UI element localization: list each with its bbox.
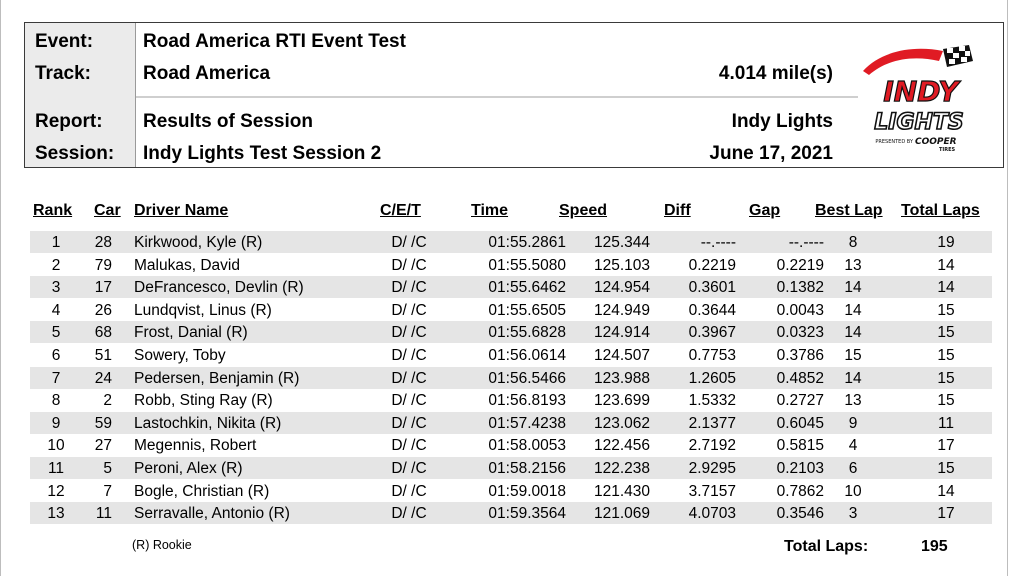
cell-time: 01:59.0018 [488, 482, 566, 500]
cell-time: 01:55.6828 [488, 324, 566, 342]
cell-rank: 5 [51, 324, 61, 342]
cell-driver: Pedersen, Benjamin (R) [134, 369, 300, 387]
cell-cet: D/ /C [391, 234, 427, 251]
cell-rank: 4 [51, 301, 61, 319]
table-row [30, 457, 992, 479]
cell-speed: 122.456 [593, 437, 650, 455]
cell-laps: 15 [937, 392, 955, 410]
cell-car: 26 [94, 301, 112, 319]
cell-rank: 3 [51, 279, 61, 297]
cell-driver: Lastochkin, Nikita (R) [134, 414, 282, 432]
cell-car: 68 [94, 324, 112, 342]
cell-car: 2 [103, 392, 112, 410]
col-header-total-laps: Total Laps [901, 202, 980, 219]
cell-diff: 0.3967 [688, 324, 736, 342]
col-header-speed: Speed [559, 202, 608, 219]
col-header-best-lap: Best Lap [815, 202, 883, 219]
cell-time: 01:56.8193 [488, 392, 566, 410]
cell-best: 13 [844, 392, 862, 410]
table-row [30, 254, 992, 276]
cell-gap: 0.0043 [776, 301, 824, 319]
total-laps-label: Total Laps: [784, 538, 869, 555]
cell-speed: 124.954 [593, 279, 650, 297]
cell-rank: 9 [51, 414, 61, 432]
cell-diff: 4.0703 [688, 505, 736, 523]
cell-time: 01:55.6505 [488, 301, 566, 319]
table-row [30, 276, 992, 298]
col-header-car: Car [94, 202, 121, 219]
cell-diff: 2.7192 [688, 437, 736, 455]
cell-best: 14 [844, 369, 862, 387]
cell-cet: D/ /C [391, 369, 427, 387]
cell-best: 15 [844, 347, 862, 364]
cell-speed: 121.430 [593, 482, 650, 500]
cell-cet: D/ /C [391, 324, 427, 342]
cell-time: 01:55.5080 [488, 256, 566, 274]
cell-car: 5 [103, 460, 112, 477]
cell-laps: 11 [937, 414, 955, 432]
cell-cet: D/ /C [391, 347, 427, 364]
table-row [30, 389, 992, 411]
cell-best: 4 [848, 437, 858, 455]
cell-driver: Sowery, Toby [134, 347, 226, 364]
cell-time: 01:56.0614 [488, 347, 566, 364]
cell-diff: 1.5332 [688, 392, 736, 410]
cell-diff: 0.3601 [688, 279, 736, 297]
cell-time: 01:56.5466 [488, 369, 566, 387]
cell-gap: --.---- [788, 234, 824, 251]
cell-driver: Kirkwood, Kyle (R) [134, 234, 263, 251]
cell-driver: Frost, Danial (R) [134, 324, 248, 342]
cell-gap: 0.5815 [776, 437, 824, 455]
logo-presented: PRESENTED BY [875, 139, 913, 145]
col-header-driver: Driver Name [134, 202, 229, 219]
cell-laps: 14 [937, 482, 955, 500]
cell-gap: 0.2219 [776, 256, 824, 274]
cell-time: 01:55.6462 [488, 279, 566, 297]
cell-car: 24 [94, 369, 112, 387]
table-row [30, 299, 992, 321]
cell-time: 01:55.2861 [488, 234, 566, 251]
cell-diff: 2.9295 [688, 460, 736, 477]
cell-best: 9 [848, 414, 858, 432]
cell-diff: 0.7753 [688, 347, 736, 364]
cell-car: 28 [94, 234, 112, 251]
cell-cet: D/ /C [391, 301, 427, 319]
cell-speed: 124.949 [593, 301, 650, 319]
cell-cet: D/ /C [391, 482, 427, 500]
cell-car: 51 [94, 347, 112, 364]
cell-driver: Bogle, Christian (R) [134, 482, 270, 500]
cell-driver: Serravalle, Antonio (R) [134, 505, 290, 523]
cell-rank: 11 [47, 460, 65, 477]
cell-gap: 0.2103 [776, 460, 824, 477]
cell-car: 59 [94, 414, 112, 432]
header-divider [136, 96, 858, 98]
cell-car: 17 [94, 279, 112, 297]
cell-laps: 14 [937, 279, 955, 297]
cell-driver: Malukas, David [134, 256, 240, 274]
table-row [30, 231, 992, 253]
cell-cet: D/ /C [391, 256, 427, 274]
cell-rank: 2 [51, 256, 61, 274]
table-row [30, 344, 992, 366]
cell-gap: 0.0323 [776, 324, 824, 342]
cell-time: 01:57.4238 [488, 414, 566, 432]
logo-sponsor: COOPER [915, 137, 957, 147]
cell-laps: 17 [937, 505, 955, 523]
cell-laps: 15 [937, 301, 955, 319]
cell-rank: 8 [51, 392, 61, 410]
cell-cet: D/ /C [391, 279, 427, 297]
cell-speed: 125.344 [593, 234, 650, 251]
series-name: Indy Lights [731, 111, 833, 132]
cell-laps: 19 [937, 234, 955, 251]
cell-gap: 0.1382 [776, 279, 824, 297]
rookie-note: (R) Rookie [132, 538, 192, 552]
track-value: Road America [143, 63, 271, 84]
track-label: Track: [35, 63, 91, 84]
cell-best: 14 [844, 324, 862, 342]
cell-rank: 7 [51, 369, 61, 387]
logo-line2: LIGHTS [874, 110, 964, 135]
table-row [30, 434, 992, 456]
cell-cet: D/ /C [391, 392, 427, 410]
cell-diff: 0.3644 [688, 301, 736, 319]
cell-laps: 14 [937, 256, 955, 274]
table-row [30, 321, 992, 343]
logo-sponsor-sub: TIRES [939, 147, 956, 153]
cell-speed: 125.103 [593, 256, 650, 274]
cell-diff: --.---- [700, 234, 736, 251]
cell-speed: 123.699 [593, 392, 650, 410]
indy-lights-logo [851, 39, 993, 161]
track-length: 4.014 mile(s) [718, 63, 833, 84]
report-label: Report: [35, 111, 103, 132]
session-label: Session: [35, 143, 115, 164]
report-value: Results of Session [143, 111, 313, 132]
cell-rank: 13 [47, 505, 65, 523]
table-row [30, 502, 992, 524]
total-laps-value: 195 [921, 538, 948, 555]
cell-gap: 0.3786 [776, 347, 824, 364]
event-label: Event: [35, 31, 94, 52]
cell-cet: D/ /C [391, 437, 427, 455]
cell-car: 11 [95, 505, 112, 523]
table-row [30, 412, 992, 434]
cell-laps: 15 [937, 347, 955, 364]
logo-checkered-flag [943, 45, 973, 67]
cell-speed: 121.069 [593, 505, 650, 523]
cell-driver: Peroni, Alex (R) [134, 460, 243, 477]
cell-cet: D/ /C [391, 460, 427, 477]
table-row [30, 367, 992, 389]
cell-rank: 12 [47, 482, 65, 500]
cell-car: 79 [94, 256, 112, 274]
cell-laps: 17 [937, 437, 955, 455]
cell-best: 10 [844, 482, 862, 500]
cell-best: 6 [848, 460, 858, 477]
cell-driver: Megennis, Robert [134, 437, 257, 455]
cell-time: 01:58.0053 [488, 437, 566, 455]
col-header-rank: Rank [33, 202, 73, 219]
cell-best: 3 [848, 505, 858, 523]
cell-cet: D/ /C [391, 505, 427, 523]
cell-driver: Robb, Sting Ray (R) [134, 392, 273, 410]
col-header-gap: Gap [749, 202, 781, 219]
cell-laps: 15 [937, 324, 955, 342]
cell-car: 27 [94, 437, 112, 455]
cell-driver: DeFrancesco, Devlin (R) [134, 279, 304, 297]
cell-rank: 6 [51, 347, 61, 364]
cell-time: 01:58.2156 [488, 460, 566, 477]
cell-rank: 10 [47, 437, 65, 455]
cell-diff: 0.2219 [688, 256, 736, 274]
cell-gap: 0.6045 [776, 414, 824, 432]
cell-best: 14 [844, 301, 862, 319]
cell-gap: 0.7862 [776, 482, 824, 500]
logo-line1: INDY [883, 75, 959, 108]
col-header-time: Time [471, 202, 509, 219]
event-value: Road America RTI Event Test [143, 31, 406, 52]
col-header-cet: C/E/T [380, 202, 421, 219]
logo-swoosh [863, 49, 943, 75]
cell-best: 14 [844, 279, 862, 297]
cell-laps: 15 [937, 460, 955, 477]
session-date: June 17, 2021 [709, 143, 833, 164]
cell-diff: 1.2605 [688, 369, 736, 387]
cell-gap: 0.3546 [776, 505, 824, 523]
cell-best: 13 [844, 256, 862, 274]
cell-gap: 0.2727 [776, 392, 824, 410]
cell-speed: 123.062 [593, 414, 650, 432]
cell-speed: 122.238 [593, 460, 650, 477]
session-value: Indy Lights Test Session 2 [143, 143, 382, 164]
cell-speed: 124.507 [593, 347, 650, 364]
cell-speed: 124.914 [593, 324, 650, 342]
cell-time: 01:59.3564 [488, 505, 566, 523]
cell-driver: Lundqvist, Linus (R) [134, 301, 272, 319]
cell-gap: 0.4852 [776, 369, 824, 387]
cell-speed: 123.988 [593, 369, 650, 387]
cell-diff: 2.1377 [688, 414, 736, 432]
table-row [30, 480, 992, 502]
cell-laps: 15 [937, 369, 955, 387]
cell-diff: 3.7157 [688, 482, 736, 500]
col-header-diff: Diff [664, 202, 691, 219]
cell-best: 8 [848, 234, 858, 251]
cell-cet: D/ /C [391, 414, 427, 432]
report-header [24, 22, 1004, 168]
cell-rank: 1 [51, 234, 61, 251]
cell-car: 7 [103, 482, 112, 500]
